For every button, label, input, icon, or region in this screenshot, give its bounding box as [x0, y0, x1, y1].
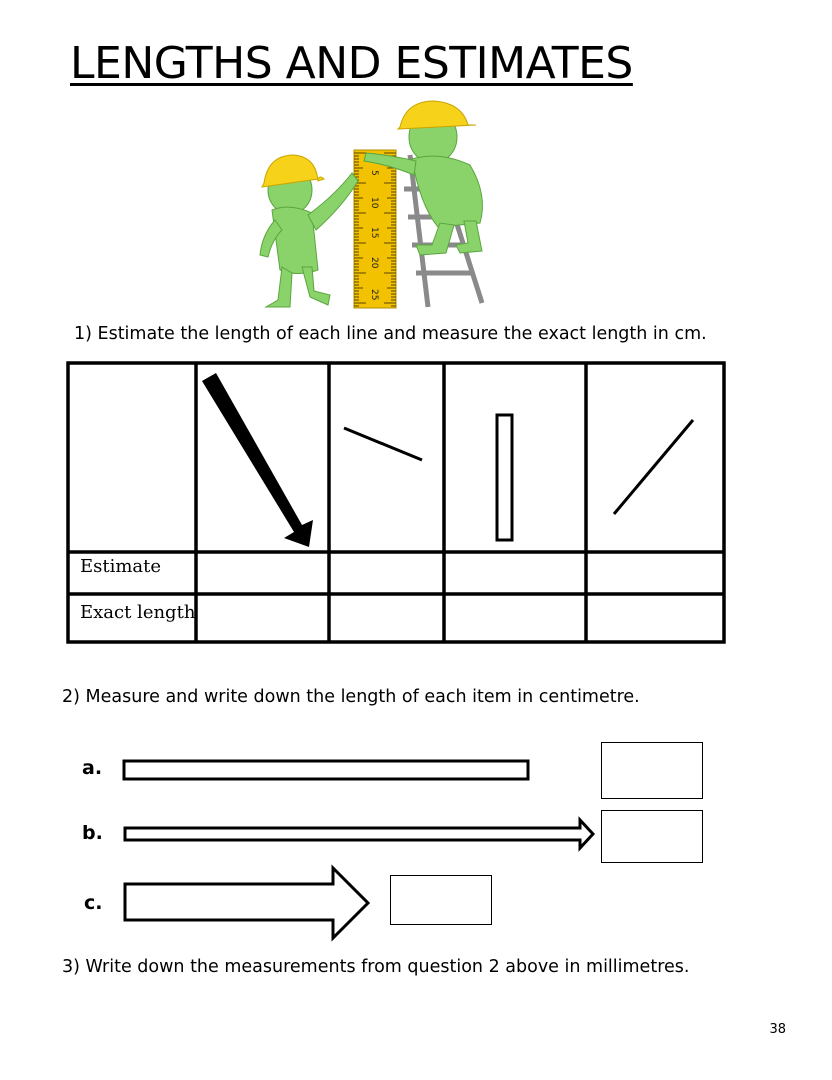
- ruler-mark: 25: [369, 289, 379, 301]
- question-3-text: 3) Write down the measurements from question 2 above in millimetres.: [62, 957, 690, 977]
- page-title: LENGTHS AND ESTIMATES: [70, 38, 633, 89]
- page-number: 38: [769, 1022, 786, 1037]
- item-c-arrow: [125, 868, 368, 938]
- ruler-mark: 5: [369, 170, 379, 176]
- ruler-mark: 15: [369, 227, 379, 239]
- row-label-exact-length: Exact length: [80, 602, 196, 623]
- answer-box-a[interactable]: [601, 742, 703, 799]
- item-label-a: a.: [82, 757, 103, 779]
- item-label-b: b.: [82, 822, 103, 844]
- ruler-mark: 20: [369, 257, 379, 269]
- answer-box-b[interactable]: [601, 810, 703, 863]
- ruler-mark: 10: [369, 197, 379, 209]
- item-label-c: c.: [84, 892, 103, 914]
- answer-box-c[interactable]: [390, 875, 492, 925]
- question-1-text: 1) Estimate the length of each line and measure the exact length in cm.: [74, 324, 707, 344]
- question-2-text: 2) Measure and write down the length of each item in centimetre.: [62, 687, 640, 707]
- item-a-bar: [124, 761, 528, 779]
- row-label-estimate: Estimate: [80, 556, 162, 577]
- item-b-arrow: [125, 820, 593, 848]
